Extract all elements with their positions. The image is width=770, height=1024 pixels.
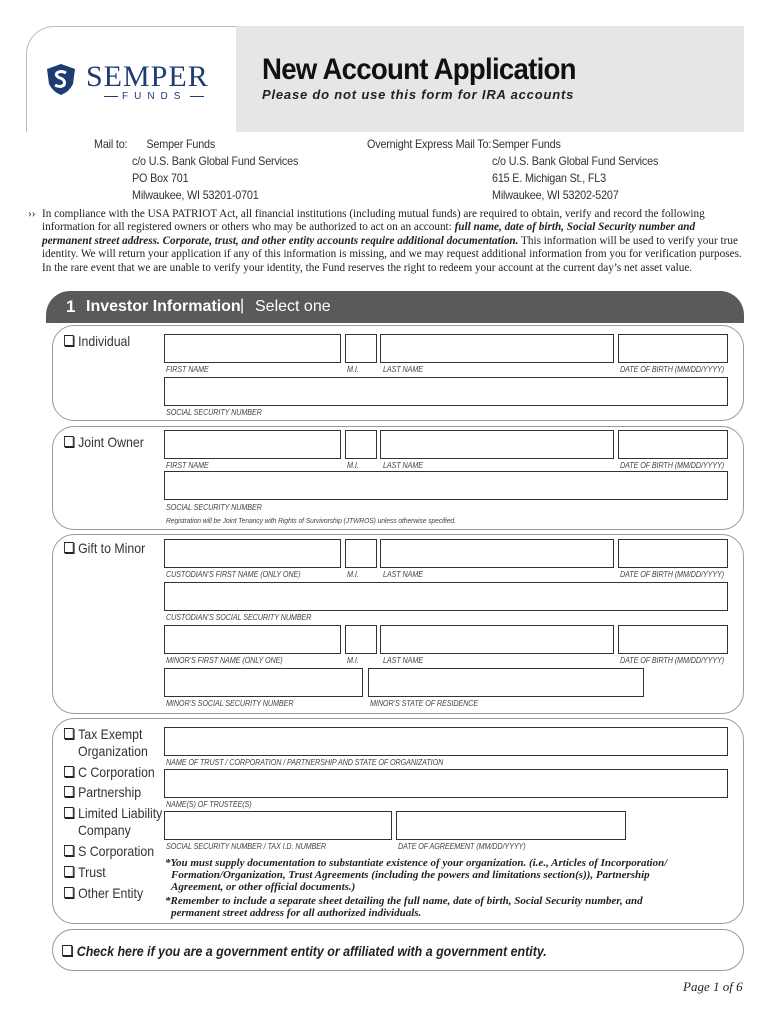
- overnight-mail-label: Overnight Express Mail To:: [367, 137, 492, 151]
- custodian-first-name-label: CUSTODIAN’S FIRST NAME (ONLY ONE): [166, 570, 301, 579]
- minor-state-label: MINOR’S STATE OF RESIDENCE: [370, 699, 479, 708]
- note-line: *You must supply documentation to substantiate existence of your organization. (i.e., Articles of Incorporation/: [165, 857, 668, 869]
- tax-exempt-label: Tax Exempt: [78, 726, 143, 742]
- agreement-date-field[interactable]: [396, 811, 626, 840]
- individual-last-name-field[interactable]: [380, 334, 614, 363]
- mail-line: c/o U.S. Bank Global Fund Services: [492, 154, 659, 168]
- patriot-act-notice: [28, 208, 744, 275]
- mail-line: PO Box 701: [132, 171, 189, 185]
- joint-last-name-field[interactable]: [380, 430, 614, 459]
- individual-option[interactable]: [64, 333, 130, 349]
- trustees-field[interactable]: [164, 769, 728, 798]
- tax-exempt-option[interactable]: [64, 726, 142, 742]
- checkbox-icon[interactable]: [64, 866, 74, 877]
- entity-name-field[interactable]: [164, 727, 728, 756]
- mail-line: Semper Funds: [492, 137, 561, 151]
- trust-option[interactable]: [64, 864, 106, 880]
- patriot-text-1: In compliance with the USA PATRIOT Act, all financial institutions (including mutual funds) are required to obtain, verify and record the following information for all registered owners or others who may be authorized to act on an account:: [42, 208, 705, 234]
- double-chevron-icon: ››: [28, 208, 36, 220]
- gift-to-minor-label: Gift to Minor: [78, 540, 146, 556]
- section-subtitle: Select one: [255, 298, 331, 315]
- ssn-label: SOCIAL SECURITY NUMBER: [166, 503, 262, 512]
- c-corporation-label: C Corporation: [78, 764, 155, 780]
- mail-line: Semper Funds: [146, 137, 216, 151]
- minor-mi-field[interactable]: [345, 625, 377, 654]
- authorized-individuals-note: [165, 895, 643, 919]
- joint-mi-field[interactable]: [345, 430, 377, 459]
- trustees-label: NAME(S) OF TRUSTEE(S): [166, 800, 252, 809]
- jtwros-note: Registration will be Joint Tenancy with Rights of Survivorship (JTWROS) unless otherwise specified.: [166, 516, 456, 525]
- joint-first-name-field[interactable]: [164, 430, 341, 459]
- last-name-label: LAST NAME: [383, 365, 424, 374]
- custodian-first-name-field[interactable]: [164, 539, 341, 568]
- other-entity-label: Other Entity: [78, 885, 144, 901]
- individual-dob-field[interactable]: [618, 334, 728, 363]
- mi-label: M.I.: [347, 570, 359, 579]
- joint-owner-label: Joint Owner: [78, 434, 144, 450]
- checkbox-icon[interactable]: [64, 807, 74, 818]
- partnership-label: Partnership: [78, 784, 142, 800]
- tax-id-label: SOCIAL SECURITY NUMBER / TAX I.D. NUMBER: [166, 842, 327, 851]
- mail-line: c/o U.S. Bank Global Fund Services: [132, 154, 299, 168]
- minor-ssn-field[interactable]: [164, 668, 363, 697]
- s-corporation-label: S Corporation: [78, 843, 155, 859]
- documentation-note: [165, 857, 667, 893]
- overnight-mail-address: [492, 136, 658, 204]
- mail-line: Milwaukee, WI 53201-0701: [132, 188, 259, 202]
- joint-owner-option[interactable]: [64, 434, 144, 450]
- individual-ssn-field[interactable]: [164, 377, 728, 406]
- checkbox-icon[interactable]: [64, 887, 74, 898]
- section-separator: |: [240, 297, 245, 314]
- llc-option[interactable]: [64, 805, 162, 821]
- minor-ssn-label: MINOR’S SOCIAL SECURITY NUMBER: [166, 699, 294, 708]
- mail-to-address: [132, 136, 298, 204]
- individual-mi-field[interactable]: [345, 334, 377, 363]
- checkbox-icon[interactable]: [64, 845, 74, 856]
- custodian-last-name-field[interactable]: [380, 539, 614, 568]
- custodian-mi-field[interactable]: [345, 539, 377, 568]
- dob-label: DATE OF BIRTH (MM/DD/YYYY): [620, 461, 725, 470]
- dob-label: DATE OF BIRTH (MM/DD/YYYY): [620, 570, 725, 579]
- checkbox-icon[interactable]: [64, 436, 74, 447]
- checkbox-icon[interactable]: [64, 786, 74, 797]
- mi-label: M.I.: [347, 461, 359, 470]
- custodian-ssn-field[interactable]: [164, 582, 728, 611]
- mi-label: M.I.: [347, 656, 359, 665]
- partnership-option[interactable]: [64, 784, 141, 800]
- tax-exempt-label-2: Organization: [78, 743, 148, 759]
- note-line: Formation/Organization, Trust Agreements (including the powers and limitations section(s)), Partnership: [171, 869, 650, 881]
- minor-first-name-label: MINOR’S FIRST NAME (ONLY ONE): [166, 656, 283, 665]
- joint-dob-field[interactable]: [618, 430, 728, 459]
- mail-to-label: Mail to:: [94, 137, 128, 151]
- checkbox-icon[interactable]: [64, 766, 74, 777]
- s-corporation-option[interactable]: [64, 843, 154, 859]
- logo-subtitle: FUNDS: [100, 91, 208, 102]
- patriot-text-bold: full name, date of birth, Social Security number and permanent street address. Corporate, trust, and other entity accounts require additional documentation.: [42, 221, 696, 247]
- note-line: Agreement, or other official documents.): [171, 881, 356, 893]
- agreement-date-label: DATE OF AGREEMENT (MM/DD/YYYY): [398, 842, 526, 851]
- patriot-text-2: This information will be used to verify your true identity. We will return your application if any of this information is missing, and we may request additional information from you for verification purposes. In the rare event that we are unable to verify your identity, the Fund reserves the right to redeem your account at the current day’s net asset value.: [42, 234, 742, 274]
- logo-wordmark: SEMPER: [86, 60, 209, 93]
- individual-first-name-field[interactable]: [164, 334, 341, 363]
- shield-logo-icon: [44, 62, 78, 96]
- individual-label: Individual: [78, 333, 131, 349]
- checkbox-icon[interactable]: [64, 542, 74, 553]
- minor-first-name-field[interactable]: [164, 625, 341, 654]
- page-title: New Account Application: [262, 53, 576, 86]
- section-number: 1: [66, 297, 76, 316]
- other-entity-option[interactable]: [64, 885, 143, 901]
- minor-state-field[interactable]: [368, 668, 644, 697]
- checkbox-icon[interactable]: [62, 945, 72, 956]
- minor-last-name-field[interactable]: [380, 625, 614, 654]
- note-line: permanent street address for all authorized individuals.: [171, 907, 422, 919]
- checkbox-icon[interactable]: [64, 335, 74, 346]
- last-name-label: LAST NAME: [383, 656, 424, 665]
- gift-to-minor-option[interactable]: [64, 540, 145, 556]
- first-name-label: FIRST NAME: [166, 365, 209, 374]
- government-entity-label: Check here if you are a government entity or affiliated with a government entity.: [76, 944, 547, 959]
- page-number: Page 1 of 6: [683, 979, 743, 994]
- last-name-label: LAST NAME: [383, 570, 424, 579]
- ssn-label: SOCIAL SECURITY NUMBER: [166, 408, 262, 417]
- mi-label: M.I.: [347, 365, 359, 374]
- note-line: *Remember to include a separate sheet detailing the full name, date of birth, Social Security number, and: [165, 895, 643, 907]
- trust-label: Trust: [78, 864, 106, 880]
- mail-line: 615 E. Michigan St., FL3: [492, 171, 606, 185]
- last-name-label: LAST NAME: [383, 461, 424, 470]
- custodian-dob-field[interactable]: [618, 539, 728, 568]
- joint-ssn-field[interactable]: [164, 471, 728, 500]
- llc-label-2: Company: [78, 822, 131, 838]
- dob-label: DATE OF BIRTH (MM/DD/YYYY): [620, 656, 725, 665]
- c-corporation-option[interactable]: [64, 764, 155, 780]
- mail-line: Milwaukee, WI 53202-5207: [492, 188, 619, 202]
- checkbox-icon[interactable]: [64, 728, 74, 739]
- llc-label: Limited Liability: [78, 805, 163, 821]
- minor-dob-field[interactable]: [618, 625, 728, 654]
- dob-label: DATE OF BIRTH (MM/DD/YYYY): [620, 365, 725, 374]
- first-name-label: FIRST NAME: [166, 461, 209, 470]
- page-subtitle: Please do not use this form for IRA accounts: [262, 87, 575, 102]
- section-title: Investor Information: [86, 298, 241, 315]
- entity-tax-id-field[interactable]: [164, 811, 392, 840]
- government-entity-option[interactable]: [62, 944, 547, 959]
- custodian-ssn-label: CUSTODIAN’S SOCIAL SECURITY NUMBER: [166, 613, 312, 622]
- entity-name-label: NAME OF TRUST / CORPORATION / PARTNERSHIP AND STATE OF ORGANIZATION: [166, 758, 444, 767]
